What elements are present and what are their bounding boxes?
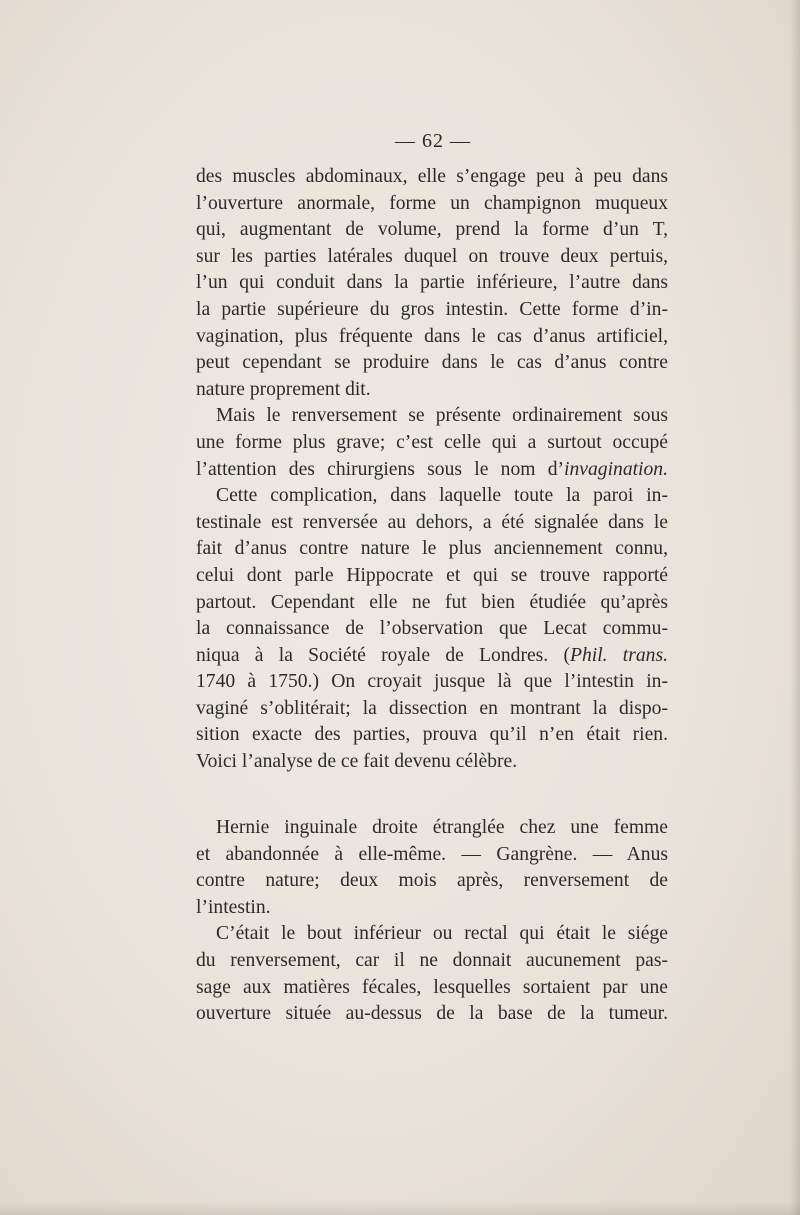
text-line: qui, augmentant de volume, prend la forme d’un T,: [196, 219, 668, 241]
text-line: Cette complication, dans laquelle toute la paroi in-: [216, 485, 668, 507]
text-line: [196, 643, 668, 670]
text-line: Mais le renversement se présente ordinairement sous: [216, 405, 668, 427]
text-segment: l’attention des chirurgiens sous le nom d’: [196, 458, 565, 480]
text-line: sage aux matières fécales, lesquelles sortaient par une: [196, 976, 668, 998]
page-bottom-shadow: [0, 1201, 800, 1215]
italic-term: invagination.: [564, 458, 668, 480]
text-line: sur les parties latérales duquel on trouve deux pertuis,: [196, 245, 668, 267]
text-line: sition exacte des parties, prouva qu’il n’en était rien.: [196, 724, 668, 746]
text-line: Voici l’analyse de ce fait devenu célèbre.: [196, 751, 518, 773]
text-line: partout. Cependant elle ne fut bien étudiée qu’après: [196, 591, 668, 613]
text-line: des muscles abdominaux, elle s’engage peu à peu dans: [196, 166, 668, 187]
italic-reference: Phil. trans.: [569, 644, 668, 666]
text-line: vagination, plus fréquente dans le cas d’anus artificiel,: [196, 325, 668, 347]
text-line: et abandonnée à elle-même. — Gangrène. — Anus: [196, 843, 668, 865]
text-line: C’était le bout inférieur ou rectal qui était le siége: [216, 923, 668, 945]
text-block-observation: [196, 815, 668, 1028]
page-number: — 62 —: [395, 130, 471, 152]
text-line: celui dont parle Hippocrate et qui se trouve rapporté: [196, 564, 668, 586]
text-line: du renversement, car il ne donnait aucunement pas-: [196, 949, 668, 971]
text-line: la connaissance de l’observation que Lecat commu-: [196, 618, 668, 640]
page-edge-shadow: [790, 0, 800, 1215]
text-line: testinale est renversée au dehors, a été signalée dans le: [196, 511, 668, 533]
text-line: Hernie inguinale droite étranglée chez une femme: [216, 817, 668, 838]
text-line: une forme plus grave; c’est celle qui a surtout occupé: [196, 431, 668, 453]
text-line: contre nature; deux mois après, renversement de: [196, 870, 668, 892]
text-line: l’intestin.: [196, 896, 271, 918]
text-line: l’un qui conduit dans la partie inférieure, l’autre dans: [196, 272, 668, 294]
text-line: nature proprement dit.: [196, 378, 371, 400]
text-segment: niqua à la Société royale de Londres. (: [196, 644, 570, 666]
text-line: 1740 à 1750.) On croyait jusque là que l’intestin in-: [196, 671, 668, 693]
text-line: [196, 457, 668, 484]
text-line: vaginé s’oblitérait; la dissection en montrant la dispo-: [196, 697, 668, 719]
text-line: l’ouverture anormale, forme un champignon muqueux: [196, 192, 668, 214]
text-line: ouverture située au-dessus de la base de la tumeur.: [196, 1003, 668, 1025]
text-line: fait d’anus contre nature le plus anciennement connu,: [196, 538, 668, 560]
text-line: la partie supérieure du gros intestin. Cette forme d’in-: [196, 298, 668, 320]
text-block-main: [196, 164, 668, 776]
text-line: peut cependant se produire dans le cas d’anus contre: [196, 352, 668, 374]
